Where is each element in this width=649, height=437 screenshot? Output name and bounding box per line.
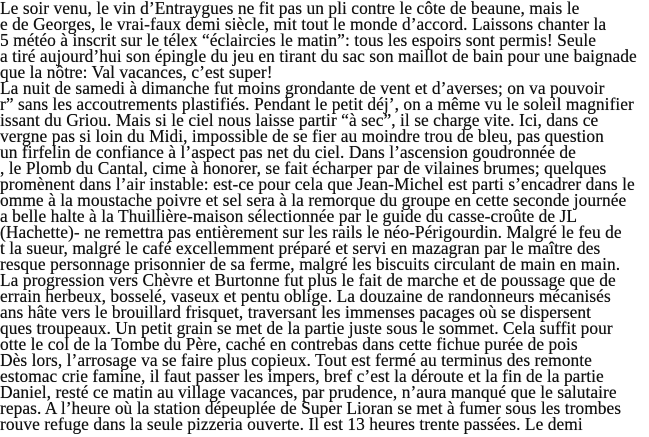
text-line: que la nôtre: Val vacances, c’est super!: [0, 63, 273, 82]
text-line: rouve refuge dans la seule pizzeria ouverte. Il est 13 heures trente passées. Le demi: [0, 415, 583, 434]
text-line: errain herbeux, bosselé, vaseux et pentu oblige. La douzaine de randonneurs mécanisés: [0, 287, 611, 306]
text-line: a tiré aujourd’hui son épingle du jeu en tirant du sac son maillot de bain pour une baignade: [0, 47, 637, 66]
text-line: estomac crie famine, il faut passer les impers, bref c’est la déroute et la fin de la partie: [0, 367, 604, 386]
text-line: Le soir venu, le vin d’Entraygues ne fit pas un pli contre le côte de beaune, mais le: [0, 0, 580, 18]
text-line: a belle halte à la Thuillière-maison sélectionnée par le guide du casse-croûte de JL: [0, 207, 578, 226]
text-line: , le Plomb du Cantal, cime à honorer, se fait écharper par de vilaines brumes; quelques: [0, 159, 607, 178]
text-line: ques troupeaux. Un petit grain se met de la partie juste sous le sommet. Cela suffit pour: [0, 319, 613, 338]
text-line: otte le col de la Tombe du Père, caché en contrebas dans cette fichue purée de pois: [0, 335, 578, 354]
text-line: repas. A l’heure où la station dépeuplée de Super Lioran se met à fumer sous les trombes: [0, 399, 622, 418]
text-line: un firfelin de confiance à l’aspect pas net du ciel. Dans l’ascension goudronnée de: [0, 143, 576, 162]
text-line: r” sans les accoutrements plastifiés. Pendant le petit déj’, on a même vu le soleil magnifier: [0, 95, 634, 114]
text-line: issant du Griou. Mais si le ciel nous laisse partir “à sec”, il se charge vite. Ici, dans ce: [0, 111, 599, 130]
text-line: La progression vers Chèvre et Burtonne fut plus le fait de marche et de poussage que de: [0, 271, 616, 290]
text-line: vergne pas si loin du Midi, impossible de se fier au moindre trou de bleu, pas question: [0, 127, 604, 146]
text-line: Dès lors, l’arrosage va se faire plus copieux. Tout est fermé au terminus des remonte: [0, 351, 592, 370]
text-line: Daniel, resté ce matin au village vacances, par prudence, n’aura manqué que le salutaire: [0, 383, 617, 402]
text-line: resque personnage prisonnier de sa ferme, malgré les biscuits circulant de main en main.: [0, 255, 621, 274]
text-line: promènent dans l’air instable: est-ce pour cela que Jean-Michel est parti s’encadrer dans le: [0, 175, 635, 194]
text-line: 5 météo à inscrit sur le télex “éclaircies le matin”: tous les espoirs sont permis! Seule: [0, 31, 597, 50]
text-line: (Hachette)- ne remettra pas entièrement sur les rails le néo-Périgourdin. Malgré le feu de: [0, 223, 622, 242]
text-line: ans hâte vers le brouillard frisquet, traversant les immenses pacages où se dispersent: [0, 303, 592, 322]
text-line: omme à la moustache poivre et sel sera à la remorque du groupe en cette seconde journée: [0, 191, 627, 210]
text-line: t la sueur, malgré le café excellemment préparé et servi en mazagran par le maître des: [0, 239, 601, 258]
text-line: La nuit de samedi à dimanche fut moins grondante de vent et d’averses; on va pouvoir: [0, 79, 605, 98]
text-line: e de Georges, le vrai-faux demi siècle, mit tout le monde d’accord. Laissons chanter la: [0, 15, 607, 34]
